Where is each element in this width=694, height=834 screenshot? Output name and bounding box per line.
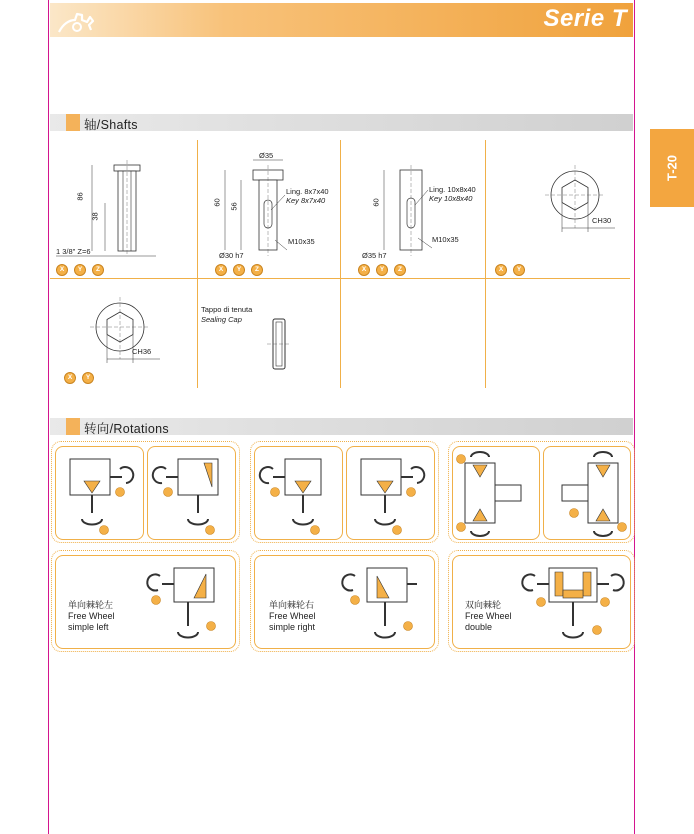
section-title: 转向/Rotations <box>84 422 169 436</box>
key-en-label: Key 8x7x40 <box>286 196 326 205</box>
rotation-diagram <box>543 446 631 540</box>
series-title: Serie T <box>543 5 627 32</box>
header-banner <box>50 3 633 37</box>
axis-badge-z: Z <box>251 264 263 276</box>
sealing-cap <box>197 279 340 388</box>
shaft-splined <box>50 140 197 278</box>
thread-label: M10x35 <box>288 237 315 246</box>
side-tab-label: T-20 <box>664 154 680 182</box>
axis-badge-x: X <box>495 264 507 276</box>
axis-badge-y: Y <box>74 264 86 276</box>
dim-86: 86 <box>75 192 85 201</box>
rotation-group-2 <box>250 441 439 543</box>
thread-label: M10x35 <box>432 235 459 244</box>
axis-badge-x: X <box>56 264 68 276</box>
gear-logo-icon <box>55 4 95 36</box>
axis-badge-z: Z <box>92 264 104 276</box>
fit-label: Ø30 h7 <box>219 251 244 260</box>
key-it-label: Ling. 10x8x40 <box>429 185 476 194</box>
axis-badge-y: Y <box>82 372 94 384</box>
section-title: 轴/Shafts <box>84 118 138 132</box>
freewheel-left-group <box>51 550 240 652</box>
freewheel-left-text: 单向棘轮左 Free Wheel simple left <box>68 600 115 632</box>
freewheel-right-card <box>254 555 435 649</box>
rotation-group-3 <box>448 441 635 543</box>
dim-56: 56 <box>229 202 239 211</box>
freewheel-left-drawing <box>56 556 235 648</box>
key-it-label: Ling. 8x7x40 <box>286 187 329 196</box>
axis-badge-y: Y <box>513 264 525 276</box>
fit-label: Ø35 h7 <box>362 251 387 260</box>
freewheel-right-drawing <box>255 556 434 648</box>
axis-badge-x: X <box>215 264 227 276</box>
shaft-hex-30 <box>485 140 630 278</box>
spline-label: 1 3/8" Z=6 <box>56 247 91 256</box>
section-rotations <box>50 418 633 435</box>
side-tab <box>650 129 694 207</box>
axis-badge-y: Y <box>376 264 388 276</box>
dim-38: 38 <box>90 212 100 221</box>
axis-badge-y: Y <box>233 264 245 276</box>
ch30-label: CH30 <box>592 216 612 225</box>
axis-badge-z: Z <box>394 264 406 276</box>
freewheel-left-card <box>55 555 236 649</box>
dim-60: 60 <box>371 198 381 207</box>
cap-en-label: Sealing Cap <box>201 315 242 324</box>
hex-30-drawing <box>485 140 630 278</box>
rotation-group-1 <box>51 441 240 543</box>
freewheel-double-card <box>452 555 631 649</box>
freewheel-right-text: 单向棘轮右 Free Wheel simple right <box>269 600 316 632</box>
freewheel-right-group <box>250 550 439 652</box>
shaft-hex-36 <box>50 279 197 388</box>
freewheel-double-group <box>448 550 635 652</box>
rotation-diagram <box>346 446 435 540</box>
cap-it-label: Tappo di tenuta <box>201 305 253 314</box>
rotation-diagram <box>55 446 144 540</box>
axis-badge-x: X <box>358 264 370 276</box>
rotation-diagram <box>452 446 540 540</box>
dim-60: 60 <box>212 198 222 207</box>
key-en-label: Key 10x8x40 <box>429 194 473 203</box>
ch36-label: CH36 <box>132 347 152 356</box>
sealing-cap-drawing <box>197 279 340 388</box>
freewheel-double-drawing <box>453 556 630 648</box>
splined-shaft-drawing <box>50 140 197 278</box>
freewheel-double-text: 双向棘轮 Free Wheel double <box>465 600 512 632</box>
shaft-keyed-35 <box>340 140 485 278</box>
shaft-keyed-30 <box>197 140 340 278</box>
rotation-diagram <box>147 446 236 540</box>
shafts-grid <box>50 140 633 388</box>
dim-d35: Ø35 <box>259 151 274 160</box>
rotation-diagram <box>254 446 343 540</box>
section-shafts <box>50 114 633 131</box>
axis-badge-x: X <box>64 372 76 384</box>
